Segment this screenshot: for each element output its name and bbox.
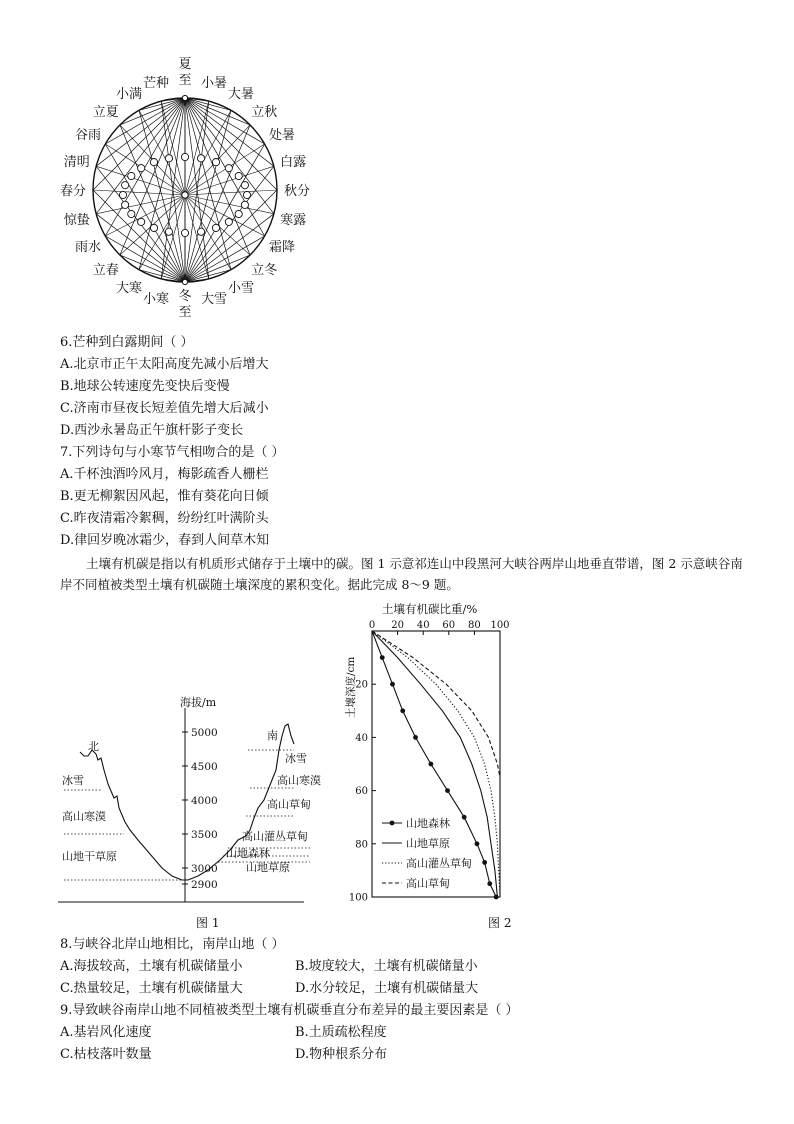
chord-line <box>105 144 185 282</box>
fig1-north-zone-steppe: 山地干草原 <box>62 850 117 863</box>
fig2-data-point <box>487 881 492 886</box>
radial-line <box>96 195 185 214</box>
fig2-data-point <box>380 655 385 660</box>
fig1-north-zone-ice: 冰雪 <box>62 774 84 787</box>
passage-text: 土壤有机碳是指以有机质形式储存于土壤中的碳。图 1 示意祁连山中段黑河大峡谷两岸山地垂直带谱，图 2 示意峡谷南岸不同植被类型土壤有机碳随土壤深度的累积变化。据此完成 8～9 题。 <box>60 556 743 592</box>
fig1-north-zone-desert: 高山寒漠 <box>62 810 106 823</box>
orbit-dot <box>138 218 145 225</box>
orbit-dot <box>241 182 248 189</box>
fig2-y-tick-label: 80 <box>355 839 368 851</box>
q8-option-a[interactable]: A.海拔较高，土壤有机碳储量小 <box>60 959 243 974</box>
solar-term-label: 大寒 <box>115 280 143 296</box>
orbit-dot <box>235 210 242 217</box>
fig2-y-tick-label: 60 <box>355 786 368 798</box>
radial-line <box>161 101 185 195</box>
solar-terms-diagram <box>60 50 320 330</box>
fig1-caption: 图 1 <box>196 916 220 930</box>
fig1-north-label: 北 <box>88 740 99 753</box>
fig1-south-label: 南 <box>267 729 278 742</box>
orbit-dot <box>197 155 204 162</box>
q9-option-b[interactable]: B.土质疏松程度 <box>295 1025 387 1040</box>
solar-term-label: 谷雨 <box>74 128 102 143</box>
fig1-tick-label: 3000 <box>191 863 218 875</box>
radial-line <box>105 144 185 195</box>
fig1-south-zone-grassland: 山地草原 <box>246 861 290 874</box>
orbit-dot <box>138 165 145 172</box>
orbit-dot <box>128 210 135 217</box>
chord-line <box>120 125 185 282</box>
chord-line <box>185 125 250 282</box>
orbit-dot <box>197 228 204 235</box>
radial-line <box>185 195 274 214</box>
fig2-legend-label: 山地草原 <box>406 837 450 850</box>
fig1-tick-label: 3500 <box>191 829 218 841</box>
q9-option-d[interactable]: D.物种根系分布 <box>295 1047 388 1062</box>
solar-terms-lines <box>93 98 277 282</box>
fig1-tick-label: 5000 <box>191 727 218 739</box>
orbit-dot <box>241 201 248 208</box>
solar-term-label: 大雪 <box>200 292 227 308</box>
orbit-dot <box>181 153 188 160</box>
fig2-data-point <box>400 708 405 713</box>
orbit-dot <box>150 224 157 231</box>
solar-term-label: 霜降 <box>268 240 296 255</box>
fig2-data-point <box>390 682 395 687</box>
solar-term-label: 小满 <box>115 87 143 103</box>
figure-2-chart <box>342 598 517 910</box>
fig2-legend-dot <box>390 821 395 826</box>
q9-option-a[interactable]: A.基岩风化速度 <box>60 1025 152 1040</box>
fig1-tick-label: 2900 <box>191 879 218 891</box>
solar-term-label: 至 <box>178 73 192 88</box>
q7-option-a[interactable]: A.千杯浊酒吟风月，梅影疏香人栅栏 <box>60 467 269 482</box>
q9-option-c[interactable]: C.枯枝落叶数量 <box>60 1047 152 1062</box>
solar-term-label: 大暑 <box>227 87 255 103</box>
orbit-dot <box>150 158 157 165</box>
summer-solstice-dot <box>182 95 187 100</box>
fig2-y-tick-label: 20 <box>355 679 368 691</box>
fig2-x-tick-label: 80 <box>468 620 481 631</box>
q7-option-b[interactable]: B.更无柳絮因风起，惟有葵花向日倾 <box>60 489 269 504</box>
orbit-dot <box>235 172 242 179</box>
fig2-data-point <box>428 762 433 767</box>
solar-term-label: 春分 <box>59 184 87 199</box>
orbit-dot <box>225 165 232 172</box>
fig2-series-line <box>372 631 500 777</box>
fig2-y-label: 土壤深度/cm <box>345 656 357 718</box>
fig2-legend <box>382 816 472 890</box>
radial-line <box>185 144 265 195</box>
chord-line <box>139 98 185 270</box>
fig1-south-zone-desert: 高山寒漠 <box>277 774 321 787</box>
fig1-axis-label: 海拔/m <box>180 696 217 709</box>
fig2-data-point <box>494 895 499 900</box>
fig2-y-tick-label: 40 <box>355 732 368 744</box>
fig2-x-tick-label: 100 <box>490 620 510 631</box>
solar-term-label: 寒露 <box>280 212 307 228</box>
fig1-tick-label: 4000 <box>191 795 218 807</box>
fig1-tick-label: 4500 <box>191 761 218 773</box>
solar-term-label: 小暑 <box>200 75 227 91</box>
q9-stem: 9.导致峡谷南岸山地不同植被类型土壤有机碳垂直分布差异的最主要因素是（ ） <box>60 1003 519 1018</box>
fig2-legend-label: 山地森林 <box>406 817 450 830</box>
orbit-dot <box>165 155 172 162</box>
fig2-x-ticks <box>369 620 510 635</box>
fig1-south-zone-shrub: 高山灌丛草甸 <box>242 830 308 843</box>
solar-term-label: 立秋 <box>251 104 278 120</box>
solar-term-label: 白露 <box>280 155 307 171</box>
winter-solstice-dot <box>182 279 187 284</box>
q7-option-c[interactable]: C.昨夜清霜冷絮稠，纷纷红叶满阶头 <box>60 511 269 526</box>
orbit-dot <box>122 201 129 208</box>
fig2-x-tick-label: 40 <box>416 620 430 631</box>
q6-stem: 6.芒种到白露期间（ ） <box>60 335 194 350</box>
orbit-dot <box>122 182 129 189</box>
q7-stem: 7.下列诗句与小寒节气相吻合的是（ ） <box>60 445 285 460</box>
fig2-top-label: 土壤有机碳比重/% <box>382 602 478 616</box>
fig2-data-point <box>462 815 467 820</box>
orbit-dot <box>181 229 188 236</box>
solar-term-label: 清明 <box>63 155 90 171</box>
solar-term-label: 惊蛰 <box>63 212 90 228</box>
sun-dot <box>182 192 188 198</box>
fig2-data-point <box>475 841 480 846</box>
fig1-south-zone-ice: 冰雪 <box>285 752 307 765</box>
q6-option-d[interactable]: D.西沙永暑岛正午旗杆影子变长 <box>60 423 244 438</box>
q6-option-b[interactable]: B.地球公转速度先变快后变慢 <box>60 379 230 394</box>
fig2-x-tick-label: 20 <box>391 620 404 631</box>
chord-line <box>185 98 231 270</box>
orbit-dot <box>243 191 250 198</box>
solar-term-label: 立春 <box>92 263 119 279</box>
fig2-y-tick-label: 100 <box>348 892 368 904</box>
radial-line <box>139 195 185 270</box>
q8-stem: 8.与峡谷北岸山地相比，南岸山地（ ） <box>60 937 285 952</box>
orbit-dot <box>225 218 232 225</box>
fig2-data-point <box>445 788 450 793</box>
solar-term-label: 至 <box>178 305 192 320</box>
radial-line <box>185 101 209 195</box>
orbit-dot <box>119 191 126 198</box>
q8-option-c[interactable]: C.热量较足，土壤有机碳储量大 <box>60 981 243 996</box>
orbit-dot <box>212 158 219 165</box>
solar-term-label: 秋分 <box>283 184 311 199</box>
q8-option-b[interactable]: B.坡度较大，土壤有机碳储量小 <box>295 959 478 974</box>
solar-term-label: 小雪 <box>227 280 255 296</box>
orbit-dot <box>212 224 219 231</box>
fig2-legend-label: 高山灌丛草甸 <box>406 857 472 870</box>
radial-line <box>185 195 231 270</box>
fig2-x-tick-label: 60 <box>442 620 456 631</box>
solar-term-label: 处暑 <box>268 128 296 143</box>
fig2-caption: 图 2 <box>488 916 512 930</box>
solar-term-label: 雨水 <box>74 240 102 255</box>
q6-option-c[interactable]: C.济南市昼夜长短差值先增大后减小 <box>60 401 269 416</box>
fig2-data-point <box>413 735 418 740</box>
fig2-data-point <box>482 860 487 865</box>
figure-1-profile <box>58 690 321 912</box>
solar-term-label: 夏 <box>178 57 192 72</box>
solar-term-label: 芒种 <box>143 75 170 91</box>
solar-term-label: 立夏 <box>92 104 119 120</box>
solar-term-label: 冬 <box>178 289 192 304</box>
orbit-dot <box>128 172 135 179</box>
chord-line <box>185 144 265 282</box>
solar-term-label: 立冬 <box>251 263 278 279</box>
fig2-legend-label: 高山草甸 <box>406 877 450 890</box>
fig1-south-zone-forest: 山地森林 <box>226 847 270 860</box>
q6-option-a[interactable]: A.北京市正午太阳高度先减小后增大 <box>60 357 269 372</box>
solar-term-label: 小寒 <box>143 292 170 308</box>
orbit-dot <box>165 228 172 235</box>
fig2-x-tick-label: 0 <box>368 620 376 631</box>
q7-option-d[interactable]: D.律回岁晚冰霜少，春到人间草木知 <box>60 533 270 548</box>
fig1-south-zone-meadow: 高山草甸 <box>267 798 311 811</box>
q8-option-d[interactable]: D.水分较足，土壤有机碳储量大 <box>295 981 479 996</box>
